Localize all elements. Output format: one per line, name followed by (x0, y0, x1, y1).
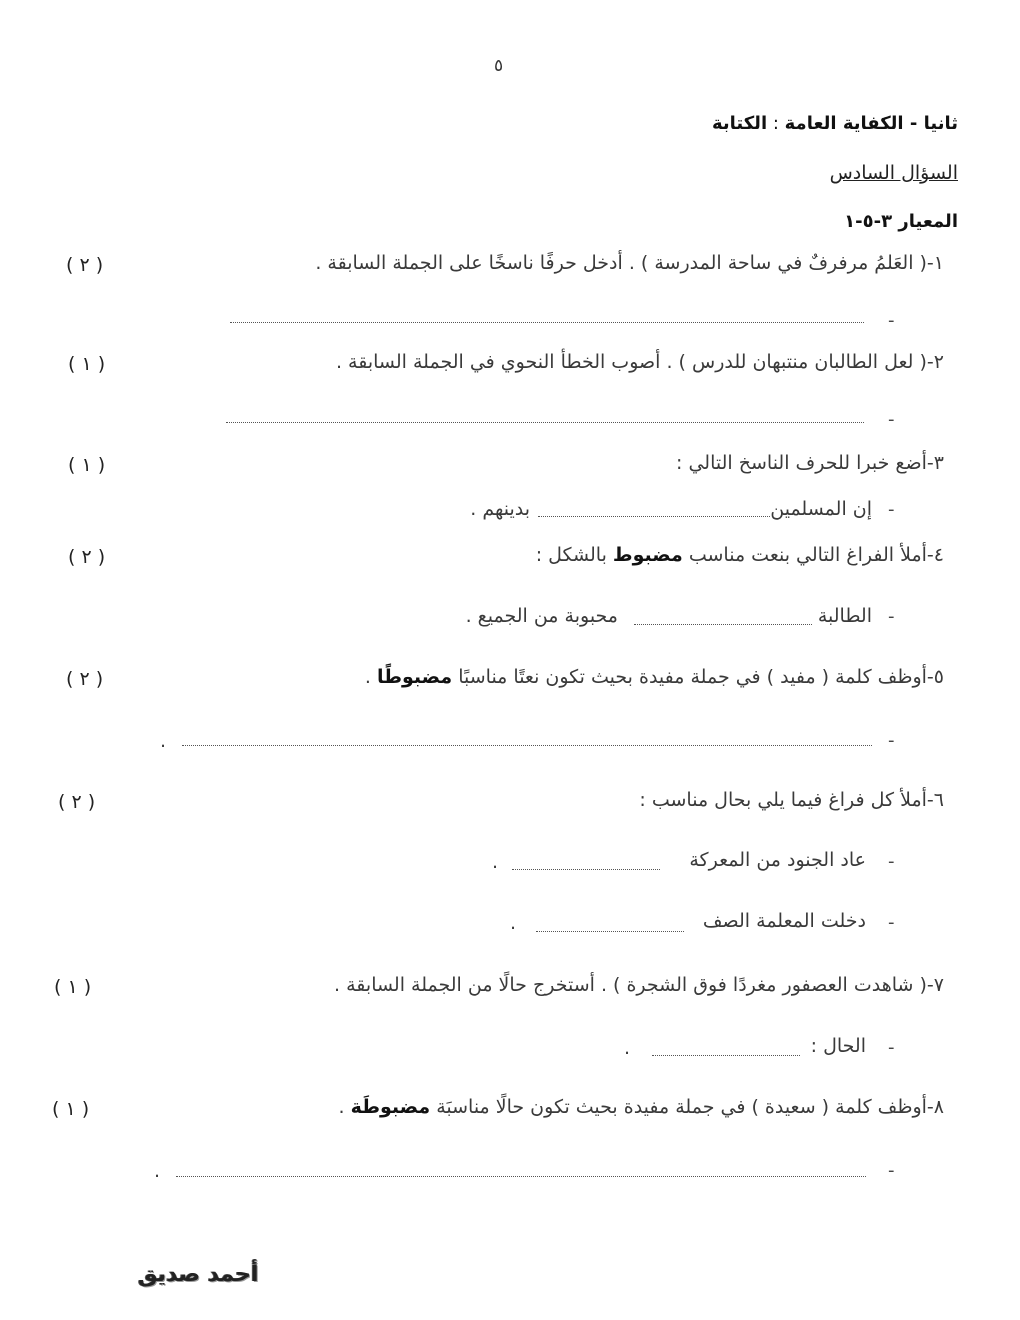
question-number: ٢- (926, 351, 944, 373)
question-text-after: . (338, 1096, 345, 1118)
answer-before: الطالبة (817, 605, 872, 627)
question-number: ٥- (926, 666, 944, 688)
answer-blank-7[interactable] (652, 1055, 800, 1056)
question-bold-word: مضبوط (612, 544, 683, 566)
question-marks: ( ٢ ) (66, 668, 104, 690)
answer-before: الحال : (810, 1035, 866, 1057)
question-marks: ( ١ ) (54, 976, 92, 998)
question-text: ( شاهدت العصفور مغردًا فوق الشجرة ) . أستخرج حالًا من الجملة السابقة . (334, 974, 927, 996)
answer-dash: - (888, 1037, 895, 1058)
answer-blank-4[interactable] (634, 624, 812, 625)
answer-blank-6a[interactable] (512, 869, 660, 870)
question-text: ( لعل الطالبان منتبهان للدرس ) . أصوب الخطأ النحوي في الجملة السابقة . (335, 351, 927, 373)
answer-blank-6b[interactable] (536, 931, 684, 932)
answer-line-5[interactable] (182, 745, 872, 746)
section-title-part2: الكتابة (711, 113, 768, 134)
question-title: السؤال السادس (829, 162, 958, 184)
answer-after: . (510, 912, 517, 934)
answer-blank-3[interactable] (538, 516, 770, 517)
question-bold-word: مضبوطَة (350, 1096, 431, 1118)
question-marks: ( ٢ ) (66, 254, 104, 276)
question-1 (315, 252, 944, 274)
answer-before: عاد الجنود من المعركة (689, 849, 866, 871)
question-5 (365, 666, 944, 688)
question-number: ١- (926, 252, 944, 274)
question-marks: ( ٢ ) (68, 546, 106, 568)
section-title (712, 113, 958, 134)
question-number: ٤- (926, 544, 944, 566)
answer-dash: - (888, 912, 895, 933)
answer-dash: - (888, 310, 895, 331)
question-number: ٨- (926, 1096, 944, 1118)
answer-after: بدينهم . (470, 498, 530, 520)
question-text: ( العَلمُ مرفرفٌ في ساحة المدرسة ) . أدخل حرفًا ناسخًا على الجملة السابقة . (315, 252, 927, 274)
answer-dash: - (888, 606, 895, 627)
question-marks: ( ١ ) (68, 353, 106, 375)
question-bold-word: مضبوطًا (376, 666, 453, 688)
question-number: ٧- (926, 974, 944, 996)
answer-dash: - (888, 1160, 895, 1181)
question-text-after: بالشكل : (535, 544, 607, 566)
answer-before: إن المسلمين (770, 498, 872, 520)
answer-dash: - (888, 851, 895, 872)
question-marks: ( ٢ ) (58, 791, 96, 813)
question-text: أضع خبرا للحرف الناسخ التالي : (676, 452, 927, 474)
question-2 (336, 351, 944, 373)
question-number: ٣- (926, 452, 944, 474)
answer-after: . (624, 1037, 631, 1059)
answer-line-1[interactable] (230, 322, 864, 323)
answer-dash: - (888, 409, 895, 430)
section-title-part1: ثانيا - الكفاية العامة (784, 113, 958, 134)
answer-after: محبوبة من الجميع . (465, 605, 618, 627)
question-number: ٦- (926, 789, 944, 811)
question-text-after: . (364, 666, 371, 688)
question-3 (676, 452, 944, 474)
author-signature: أحمد صديق (138, 1262, 259, 1287)
question-marks: ( ١ ) (52, 1098, 90, 1120)
standard-label: المعيار ٣-٥-١ (844, 211, 958, 232)
page-number: ٥ (494, 56, 504, 76)
question-7 (334, 974, 944, 996)
question-text-before: أوظف كلمة ( مفيد ) في جملة مفيدة بحيث تكون نعتًا مناسبًا (458, 666, 927, 688)
question-4 (536, 544, 944, 566)
question-marks: ( ١ ) (68, 454, 106, 476)
answer-before: دخلت المعلمة الصف (702, 910, 866, 932)
answer-line-8[interactable] (176, 1176, 866, 1177)
answer-period: . (154, 1160, 161, 1182)
answer-dash: - (888, 730, 895, 751)
section-title-sep: : (767, 113, 785, 134)
answer-period: . (160, 730, 167, 752)
question-text-before: أوظف كلمة ( سعيدة ) في جملة مفيدة بحيث تكون حالًا مناسبَة (436, 1096, 927, 1118)
answer-dash: - (888, 499, 895, 520)
question-6 (639, 789, 944, 811)
answer-line-2[interactable] (226, 422, 864, 423)
question-text-before: أملأ الفراغ التالي بنعت مناسب (688, 544, 927, 566)
question-8 (338, 1096, 944, 1118)
question-text: أملأ كل فراغ فيما يلي بحال مناسب : (639, 789, 927, 811)
answer-after: . (492, 851, 499, 873)
